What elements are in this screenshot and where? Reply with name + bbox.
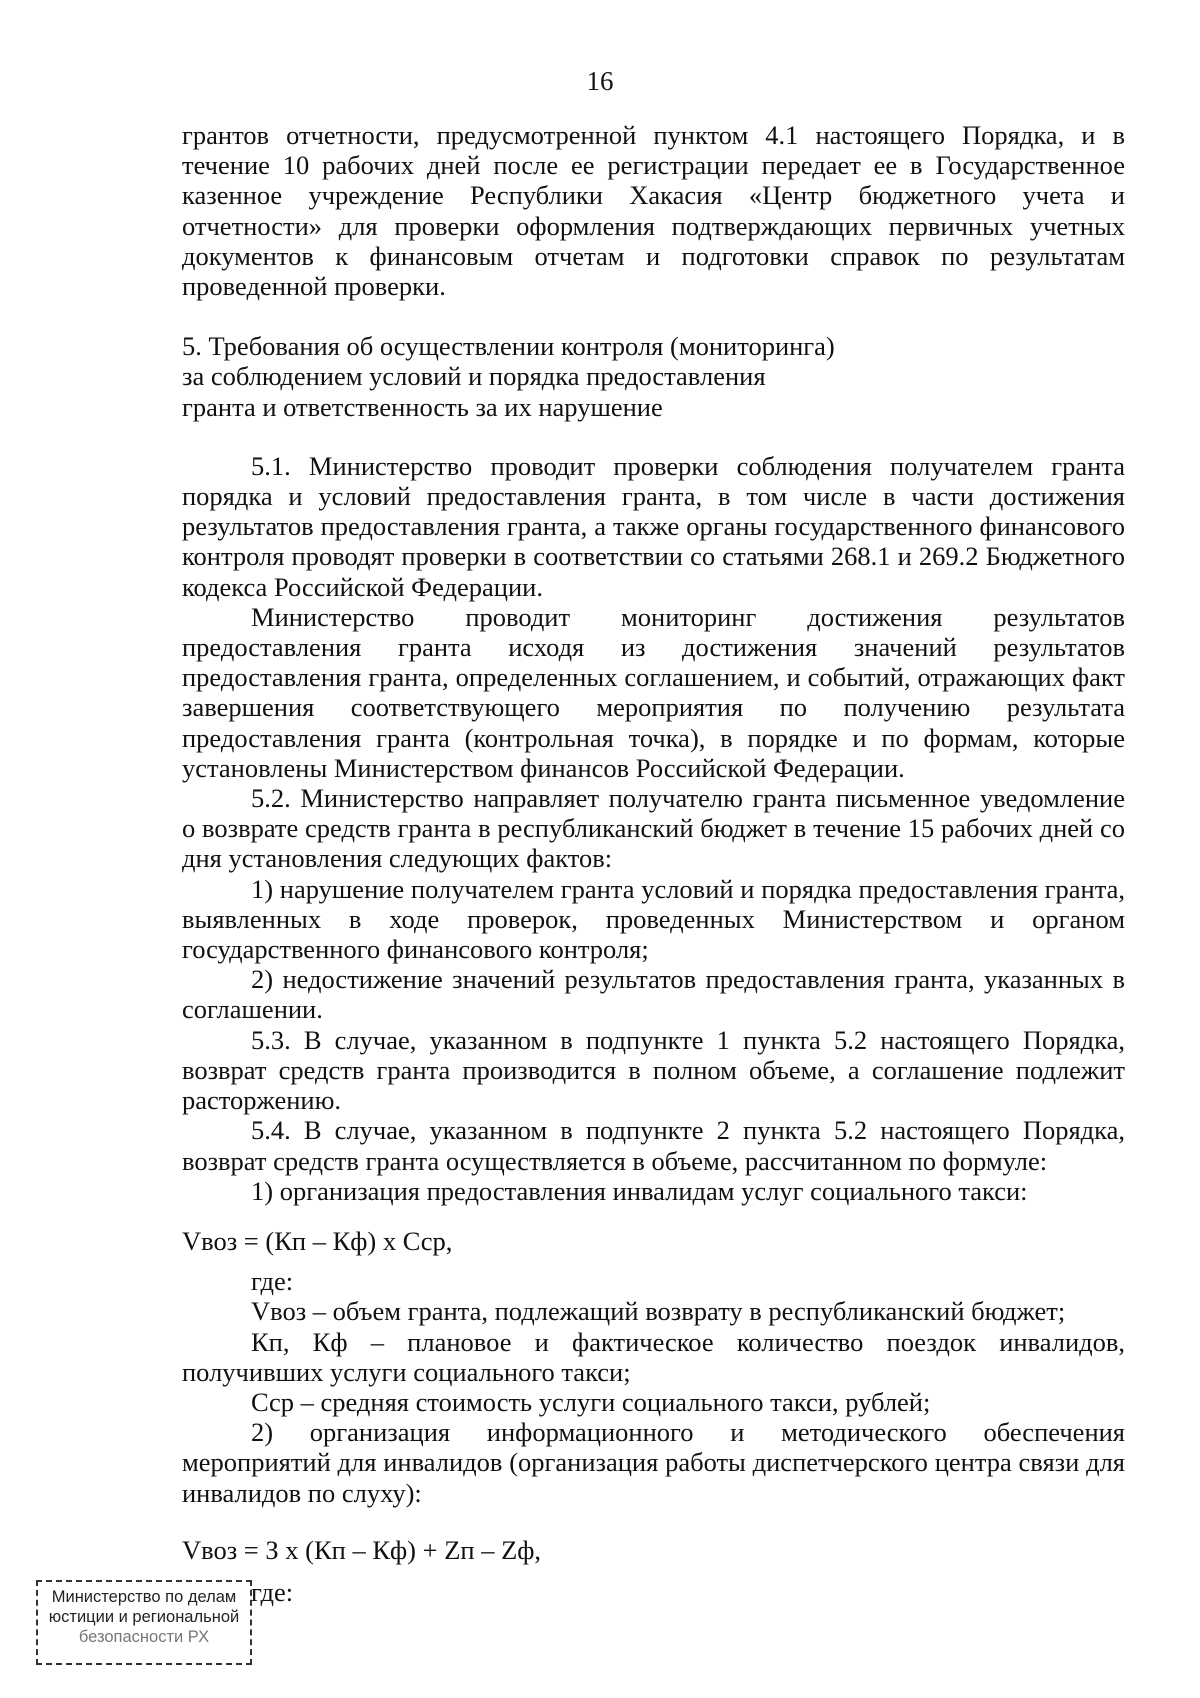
definition-vvoz: Vвоз – объем гранта, подлежащий возврату в республиканский бюджет; [251, 1296, 1066, 1327]
paragraph-5-2: 5.2. Министерство направляет получателю гранта письменное уведомление о возврате средств гранта в республиканский бюджет в течение 15 рабочих дней со дня установления следующих фактов: [182, 783, 1125, 874]
intro-paragraph: грантов отчетности, предусмотренной пунктом 4.1 настоящего Порядка, и в течение 10 рабочих дней после ее регистрации передает ее в Государственное казенное учреждение Республики Хакасия «Центр бюджетного учета и отчетности» для проверки оформления подтверждающих первичных учетных документов к финансовым отчетам и подготовки справок по результатам проведенной проверки. [182, 120, 1125, 302]
paragraph-5-3: 5.3. В случае, указанном в подпункте 1 пункта 5.2 настоящего Порядка, возврат средств гранта производится в полном объеме, а соглашение подлежит расторжению. [182, 1024, 1125, 1116]
paragraph-5-2-item-1: 1) нарушение получателем гранта условий и порядка предоставления гранта, выявленных в ходе проверок, проведенных Министерством и органом государственного финансового контроля; [182, 873, 1125, 965]
paragraph-monitoring: Министерство проводит мониторинг достижения результатов предоставления гранта исходя из достижения значений результатов предоставления гранта, определенных соглашением, и событий, отражающих факт завершения соответствующего мероприятия по получению результата предоставления гранта (контрольная точка), в порядке и по формам, которые установлены Министерством финансов Российской Федерации. [182, 601, 1125, 783]
stamp-line: безопасности РХ [78, 1628, 210, 1646]
paragraph-5-4-item-1: 1) организация предоставления инвалидам услуг социального такси: [251, 1175, 1028, 1206]
paragraph-5-4: 5.4. В случае, указанном в подпункте 2 пункта 5.2 настоящего Порядка, возврат средств гранта осуществляется в объеме, рассчитанном по формуле: [182, 1115, 1125, 1176]
definition-kp-kf: Кп, Кф – плановое и фактическое количество поездок инвалидов, получивших услуги социального такси; [182, 1326, 1125, 1387]
section-heading-line: гранта и ответственность за их нарушение [182, 391, 663, 422]
definition-ssr: Сср – средняя стоимость услуги социального такси, рублей; [251, 1386, 931, 1417]
formula-dispatch-center: Vвоз = З х (Кп – Кф) + Zп – Zф, [182, 1534, 542, 1565]
paragraph-5-2-item-2: 2) недостижение значений результатов предоставления гранта, указанных в соглашении. [182, 964, 1125, 1025]
stamp-line: Министерство по делам [51, 1588, 237, 1606]
paragraph-5-1: 5.1. Министерство проводит проверки соблюдения получателем гранта порядка и условий предоставления гранта, в том числе в части достижения результатов предоставления гранта, а также органы государственного финансового контроля проводят проверки в соответствии со статьями 268.1 и 269.2 Бюджетного кодекса Российской Федерации. [182, 450, 1125, 602]
where-label: где: [251, 1576, 294, 1607]
section-heading [182, 331, 1125, 422]
stamp-line: юстиции и региональной [48, 1608, 240, 1626]
document-body [182, 120, 1125, 1607]
section-heading-line: 5. Требования об осуществлении контроля (мониторинга) [182, 331, 835, 362]
section-heading-line: за соблюдением условий и порядка предоставления [182, 361, 766, 392]
where-label: где: [251, 1266, 294, 1297]
formula-social-taxi: Vвоз = (Кп – Кф) х Сср, [182, 1225, 453, 1256]
page-number: 16 [586, 66, 614, 96]
ministry-stamp [36, 1580, 252, 1665]
paragraph-5-4-item-2: 2) организация информационного и методического обеспечения мероприятий для инвалидов (организация работы диспетчерского центра связи для инвалидов по слуху): [182, 1417, 1125, 1508]
